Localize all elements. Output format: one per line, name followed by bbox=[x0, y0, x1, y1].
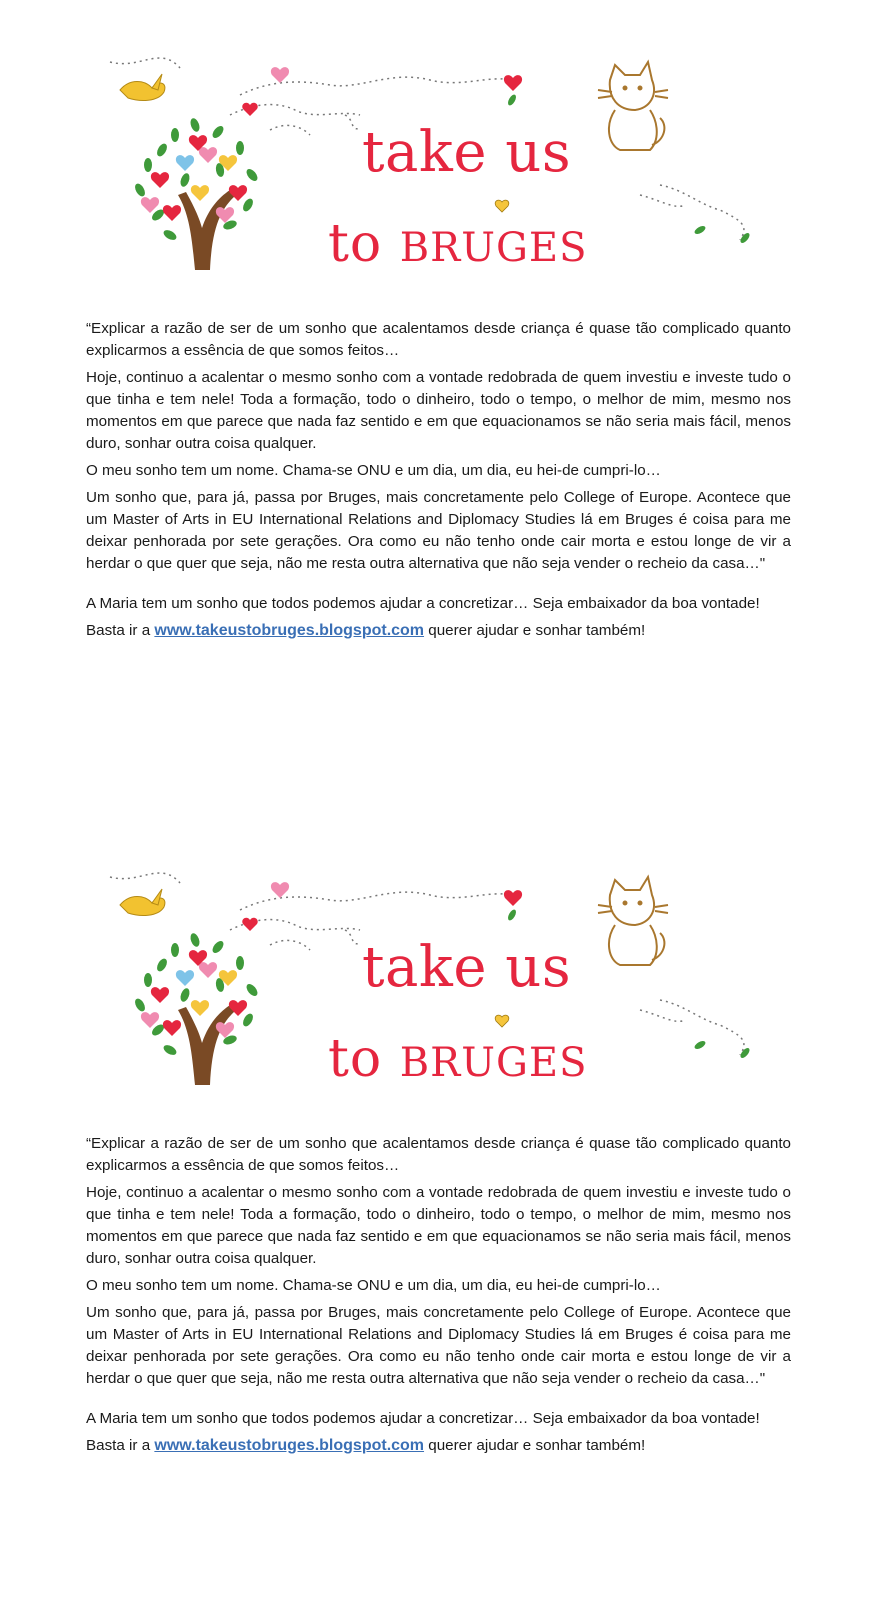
paragraph-2: Hoje, continuo a acalentar o mesmo sonho com a vontade redobrada de quem investiu e investe tudo o que tinha e tem nele! Toda a formação, todo o dinheiro, todo o tempo, o melhor de mim, mesmo nos momentos em que parece que nada faz sentido e em que equacionamos se não seria mais fácil, menos duro, sonhar outra coisa qualquer. bbox=[86, 369, 791, 452]
paragraph-4: Um sonho que, para já, passa por Bruges, mais concretamente pelo College of Europe. Acontece que um Master of Arts in EU International Relations and Diplomacy Studies lá em Bruges é coisa para me deixar penhorada por sete gerações. Ora como eu não tenho onde cair morta e estou longe de vir a herdar o que quer que seja, não me resta outra alternativa que não seja vender o recheio da casa…" bbox=[86, 489, 791, 572]
banner-title-line1: take us bbox=[362, 935, 572, 1000]
flyer-text bbox=[86, 1133, 791, 1462]
paragraph-5: A Maria tem um sonho que todos podemos ajudar a concretizar… Seja embaixador da boa vontade! bbox=[86, 1410, 760, 1427]
banner-title-line2 bbox=[328, 1029, 588, 1089]
banner-title-bruges: BRUGES bbox=[399, 1040, 588, 1086]
link-prefix: Basta ir a bbox=[86, 622, 155, 639]
paragraph-4: Um sonho que, para já, passa por Bruges, mais concretamente pelo College of Europe. Acontece que um Master of Arts in EU International Relations and Diplomacy Studies lá em Bruges é coisa para me deixar penhorada por sete gerações. Ora como eu não tenho onde cair morta e estou longe de vir a herdar o que quer que seja, não me resta outra alternativa que não seja vender o recheio da casa…" bbox=[86, 1304, 791, 1387]
paragraph-3: O meu sonho tem um nome. Chama-se ONU e um dia, um dia, eu hei-de cumpri-lo… bbox=[86, 462, 661, 479]
banner-title-line1: take us bbox=[362, 120, 572, 185]
bird-icon bbox=[120, 74, 165, 100]
banner-illustration bbox=[100, 855, 780, 1095]
flyer-1 bbox=[0, 0, 877, 800]
link-suffix: querer ajudar e sonhar também! bbox=[424, 622, 646, 639]
banner-title-line2 bbox=[328, 214, 588, 274]
tree-icon bbox=[133, 932, 260, 1085]
paragraph-6 bbox=[86, 620, 791, 642]
link-prefix: Basta ir a bbox=[86, 1437, 155, 1454]
banner-title-bruges: BRUGES bbox=[399, 225, 588, 271]
paragraph-5: A Maria tem um sonho que todos podemos ajudar a concretizar… Seja embaixador da boa vontade! bbox=[86, 595, 760, 612]
paragraph-1: “Explicar a razão de ser de um sonho que acalentamos desde criança é quase tão complicado quanto explicarmos a essência de que somos feitos… bbox=[86, 1135, 791, 1174]
cat-icon bbox=[598, 62, 668, 150]
link-suffix: querer ajudar e sonhar também! bbox=[424, 1437, 646, 1454]
paragraph-1: “Explicar a razão de ser de um sonho que acalentamos desde criança é quase tão complicado quanto explicarmos a essência de que somos feitos… bbox=[86, 320, 791, 359]
tree-icon bbox=[133, 117, 260, 270]
bird-icon bbox=[120, 889, 165, 915]
paragraph-6 bbox=[86, 1435, 791, 1457]
banner-title-to: to bbox=[328, 1029, 400, 1089]
paragraph-2: Hoje, continuo a acalentar o mesmo sonho com a vontade redobrada de quem investiu e investe tudo o que tinha e tem nele! Toda a formação, todo o dinheiro, todo o tempo, o melhor de mim, mesmo nos momentos em que parece que nada faz sentido e em que equacionamos se não seria mais fácil, menos duro, sonhar outra coisa qualquer. bbox=[86, 1184, 791, 1267]
blog-link[interactable]: www.takeustobruges.blogspot.com bbox=[154, 622, 425, 639]
paragraph-3: O meu sonho tem um nome. Chama-se ONU e um dia, um dia, eu hei-de cumpri-lo… bbox=[86, 1277, 661, 1294]
cat-icon bbox=[598, 877, 668, 965]
flyer-text bbox=[86, 318, 791, 647]
blog-link[interactable]: www.takeustobruges.blogspot.com bbox=[154, 1437, 425, 1454]
flyer-2 bbox=[0, 815, 877, 1615]
banner-title-to: to bbox=[328, 214, 400, 274]
banner-illustration bbox=[100, 40, 780, 280]
